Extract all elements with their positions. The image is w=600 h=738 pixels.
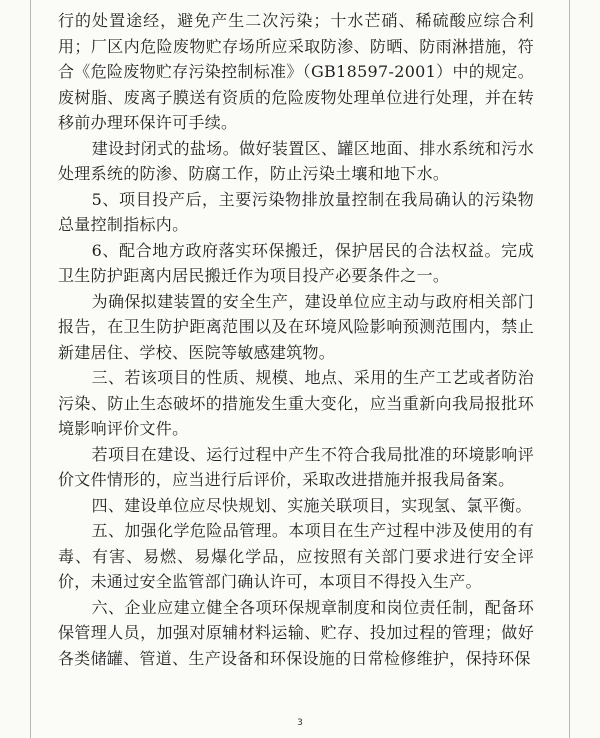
paragraph-section-3: 三、若该项目的性质、规模、地点、采用的生产工艺或者防治污染、防止生态破坏的措施发生重大变化，应当重新向我局报批环境影响评价文件。: [58, 368, 534, 438]
paragraph-section-6: 六、企业应建立健全各项环保规章制度和岗位责任制，配备环保管理人员，加强对原辅材料运输、贮存、投加过程的管理；做好各类储罐、管道、生产设备和环保设施的日常检修维护，保持环保: [58, 597, 534, 668]
paragraph-item-5: 5、项目投产后，主要污染物排放量控制在我局确认的污染物总量控制指标内。: [58, 189, 534, 234]
paragraph-section-4: 四、建设单位应尽快规划、实施关联项目，实现氢、氯平衡。: [91, 495, 532, 515]
paragraph-post-evaluation: 若项目在建设、运行过程中产生不符合我局批准的环境影响评价文件情形的，应当进行后评价，采取改进措施并报我局备案。: [58, 444, 534, 489]
paragraph-salt-field: 建设封闭式的盐场。做好装置区、罐区地面、排水系统和污水处理系统的防渗、防腐工作，防止污染土壤和地下水。: [58, 138, 534, 183]
paragraph-hazardous-waste: 行的处置途经，避免产生二次污染；十水芒硝、稀硫酸应综合利用；厂区内危险废物贮存场所应采取防渗、防晒、防雨淋措施，符合《危险废物贮存污染控制标准》（GB18597-2001）中的规定。废树脂、废离子膜送有资质的危险废物处理单位进行处理，并在转移前办理环保许可手续。: [58, 11, 534, 132]
paragraph-item-6: 6、配合地方政府落实环保搬迁，保护居民的合法权益。完成卫生防护距离内居民搬迁作为项目投产必要条件之一。: [58, 240, 534, 285]
paragraph-section-5: 五、加强化学危险品管理。本项目在生产过程中涉及使用的有毒、有害、易燃、易爆化学品，应按照有关部门要求进行安全评价，未通过安全监管部门确认许可，本项目不得投入生产。: [58, 521, 534, 591]
paragraph-safety: 为确保拟建装置的安全生产，建设单位应主动与政府相关部门报告，在卫生防护距离范围以及在环境风险影响预测范围内，禁止新建居住、学校、医院等敏感建筑物。: [58, 291, 534, 362]
document-body: [58, 8, 534, 671]
page-number: 3: [297, 718, 303, 728]
